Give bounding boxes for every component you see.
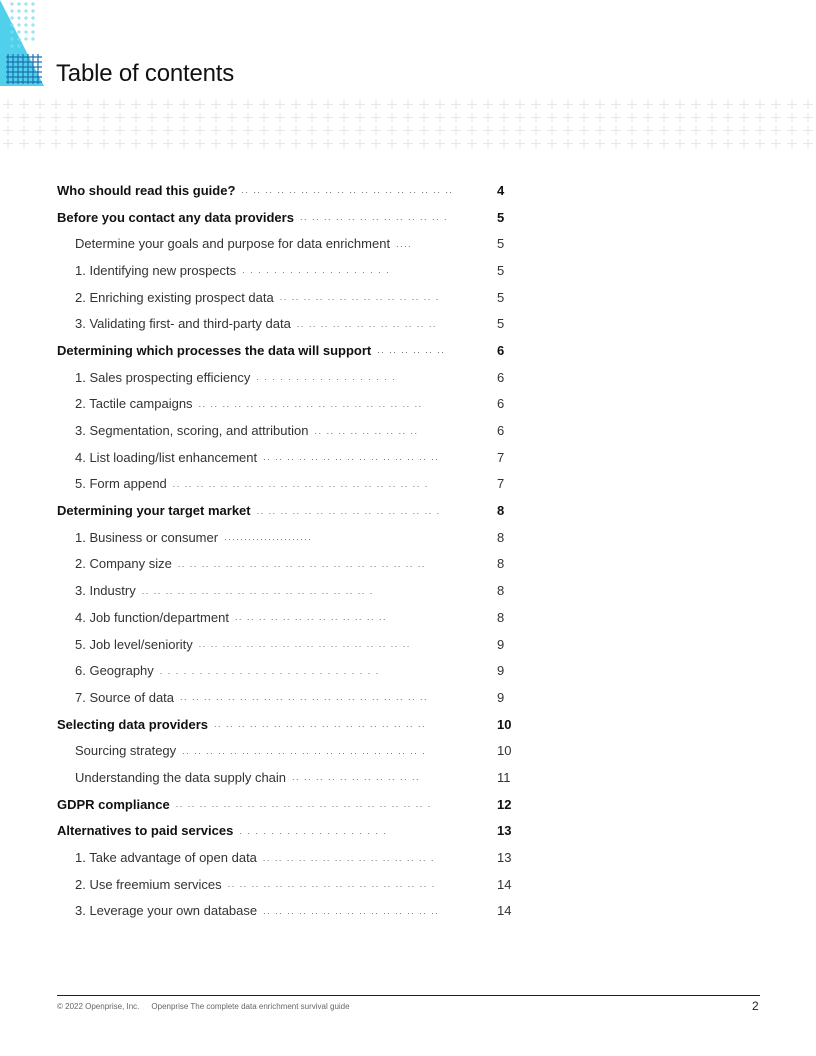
toc-entry-label: 6. Geography (75, 663, 154, 679)
toc-page-number: 9 (497, 689, 505, 705)
toc-page-number: 11 (497, 769, 511, 785)
toc-entry[interactable] (57, 417, 517, 444)
footer (57, 1002, 350, 1011)
toc-entry-label: Determining your target market (57, 503, 251, 519)
toc-entry-label: Before you contact any data providers (57, 209, 294, 225)
dot-leader: .. .. .. .. .. .. (377, 345, 446, 356)
toc-entry[interactable] (57, 230, 517, 257)
toc-entry[interactable] (57, 844, 517, 871)
dot-leader: .. .. .. .. .. .. .. .. .. .. .. (292, 772, 421, 783)
toc-entry[interactable] (57, 737, 517, 764)
toc-page-number: 6 (497, 369, 505, 385)
toc-entry-label: 2. Use freemium services (75, 876, 222, 892)
toc-page-number: 8 (497, 529, 505, 545)
toc-entry[interactable] (57, 657, 517, 684)
toc-entry[interactable] (57, 711, 517, 738)
toc-entry-label: Alternatives to paid services (57, 823, 234, 839)
toc-page-number: 8 (497, 556, 505, 572)
dot-leader: .. .. .. .. .. .. .. .. .. .. .. .. .. (234, 612, 387, 623)
toc-entry-label: 3. Segmentation, scoring, and attribution (75, 423, 309, 439)
dot-leader: .. .. .. .. .. .. .. .. .. .. .. .. .. .. .. .. .. .. (214, 719, 427, 730)
dot-leader: ...................... (224, 532, 313, 543)
dot-leader: .. .. .. .. .. .. .. .. .. .. .. .. .. .. .. (263, 452, 440, 463)
table-of-contents (57, 177, 517, 924)
toc-entry[interactable] (57, 898, 517, 925)
toc-entry-label: 2. Tactile campaigns (75, 396, 193, 412)
toc-entry-label: 7. Source of data (75, 689, 175, 705)
toc-page-number: 5 (497, 316, 505, 332)
toc-page-number: 12 (497, 796, 512, 812)
toc-entry[interactable] (57, 444, 517, 471)
toc-entry-label: 4. Job function/department (75, 609, 229, 625)
toc-entry-label: 1. Take advantage of open data (75, 850, 257, 866)
dot-leader: .. .. .. .. .. .. .. .. .. .. .. .. .. .. .. .. .. .. .. .. .. . (172, 478, 429, 489)
dot-leader: .. .. .. .. .. .. .. .. .. (314, 425, 419, 436)
toc-entry[interactable] (57, 204, 517, 231)
toc-page-number: 6 (497, 396, 505, 412)
dot-leader: .. .. .. .. .. .. .. .. .. .. .. .. .. .. .. .. .. .. .. .. .. (177, 558, 426, 569)
toc-page-number: 6 (497, 342, 505, 358)
dot-leader: .. .. .. .. .. .. .. .. .. .. .. .. .. .. .. .. .. .. (241, 185, 454, 196)
toc-page-number: 7 (497, 449, 505, 465)
toc-entry[interactable] (57, 391, 517, 418)
toc-page-number: 8 (497, 609, 505, 625)
dot-leader: .. .. .. .. .. .. .. .. .. .. .. .. .. .. .. .. .. .. .. .. .. . (175, 799, 432, 810)
toc-entry[interactable] (57, 764, 517, 791)
dot-leader: .. .. .. .. .. .. .. .. .. .. .. .. .. .. . (262, 852, 435, 863)
toc-entry-label: Determine your goals and purpose for data enrichment (75, 236, 391, 252)
toc-entry-label: 3. Leverage your own database (75, 903, 258, 919)
toc-entry[interactable] (57, 177, 517, 204)
brand-graphic-icon (0, 0, 44, 86)
toc-entry-label: 2. Enriching existing prospect data (75, 289, 274, 305)
toc-entry-label: Determining which processes the data will support (57, 342, 372, 358)
toc-page-number: 9 (497, 636, 505, 652)
toc-page-number: 5 (497, 236, 505, 252)
toc-entry[interactable] (57, 818, 517, 845)
toc-entry-label: 4. List loading/list enhancement (75, 449, 258, 465)
dot-leader: .. .. .. .. .. .. .. .. .. .. .. .. .. .. .. .. .. .. (198, 639, 411, 650)
toc-entry-label: 5. Job level/seniority (75, 636, 193, 652)
toc-page-number: 13 (497, 850, 512, 866)
toc-entry[interactable] (57, 364, 517, 391)
dot-leader: . . . . . . . . . . . . . . . . . . . . . . . . . . . . (159, 665, 380, 676)
toc-entry[interactable] (57, 631, 517, 658)
dot-leader: .. .. .. .. .. .. .. .. .. .. .. .. .. .. .. .. .. .. .. .. . (182, 745, 427, 756)
toc-entry[interactable] (57, 871, 517, 898)
toc-entry[interactable] (57, 471, 517, 498)
toc-page-number: 5 (497, 209, 505, 225)
decorative-plus-pattern (0, 98, 816, 150)
toc-entry[interactable] (57, 604, 517, 631)
footer-copyright: © 2022 Openprise, Inc. (57, 1002, 140, 1011)
toc-page-number: 13 (497, 823, 512, 839)
dot-leader: .. .. .. .. .. .. .. .. .. .. .. .. .. .. .. (263, 905, 440, 916)
toc-page-number: 8 (497, 583, 505, 599)
toc-page-number: 14 (497, 876, 512, 892)
toc-entry[interactable] (57, 257, 517, 284)
page-title: Table of contents (56, 60, 235, 87)
dot-leader: . . . . . . . . . . . . . . . . . . (256, 372, 397, 383)
dot-leader: .. .. .. .. .. .. .. .. .. .. .. .. .. .. .. .. .. . (227, 879, 436, 890)
toc-entry[interactable] (57, 497, 517, 524)
toc-entry-label: GDPR compliance (57, 796, 170, 812)
page-number: 2 (752, 999, 759, 1013)
toc-entry[interactable] (57, 310, 517, 337)
toc-page-number: 10 (497, 743, 512, 759)
toc-entry[interactable] (57, 524, 517, 551)
dot-leader: .... (396, 238, 413, 249)
dot-leader: .. .. .. .. .. .. .. .. .. .. .. .. .. . (279, 292, 440, 303)
toc-page-number: 6 (497, 423, 505, 439)
toc-page-number: 5 (497, 289, 505, 305)
toc-entry[interactable] (57, 684, 517, 711)
toc-page-number: 5 (497, 262, 505, 278)
toc-page-number: 9 (497, 663, 505, 679)
toc-entry[interactable] (57, 284, 517, 311)
toc-page-number: 7 (497, 476, 505, 492)
toc-page-number: 8 (497, 503, 505, 519)
toc-entry[interactable] (57, 577, 517, 604)
dot-leader: . . . . . . . . . . . . . . . . . . . (242, 265, 391, 276)
toc-entry-label: Understanding the data supply chain (75, 769, 287, 785)
toc-entry-label: 2. Company size (75, 556, 172, 572)
toc-page-number: 10 (497, 716, 512, 732)
toc-entry-label: 1. Business or consumer (75, 529, 219, 545)
toc-entry-label: 3. Industry (75, 583, 136, 599)
footer-doc-title: Openprise The complete data enrichment survival guide (151, 1002, 350, 1011)
toc-entry-label: 1. Identifying new prospects (75, 262, 237, 278)
dot-leader: .. .. .. .. .. .. .. .. .. .. .. .. (296, 318, 437, 329)
toc-entry[interactable] (57, 791, 517, 818)
toc-entry-label: Sourcing strategy (75, 743, 177, 759)
toc-entry[interactable] (57, 337, 517, 364)
toc-page-number: 4 (497, 182, 505, 198)
dot-leader: .. .. .. .. .. .. .. .. .. .. .. .. .. .. .. .. .. .. .. (198, 398, 423, 409)
toc-entry-label: Selecting data providers (57, 716, 208, 732)
toc-entry-label: 3. Validating first- and third-party data (75, 316, 291, 332)
toc-page-number: 14 (497, 903, 512, 919)
dot-leader: .. .. .. .. .. .. .. .. .. .. .. .. .. .. .. .. .. .. .. .. .. (180, 692, 429, 703)
dot-leader: .. .. .. .. .. .. .. .. .. .. .. .. . (299, 212, 448, 223)
dot-leader: .. .. .. .. .. .. .. .. .. .. .. .. .. .. .. . (256, 505, 441, 516)
toc-entry-label: 5. Form append (75, 476, 167, 492)
toc-entry-label: Who should read this guide? (57, 182, 236, 198)
dot-leader: . . . . . . . . . . . . . . . . . . . (239, 825, 388, 836)
dot-leader: .. .. .. .. .. .. .. .. .. .. .. .. .. .. .. .. .. .. .. . (141, 585, 374, 596)
footer-divider (57, 995, 760, 996)
toc-entry[interactable] (57, 551, 517, 578)
toc-entry-label: 1. Sales prospecting efficiency (75, 369, 251, 385)
